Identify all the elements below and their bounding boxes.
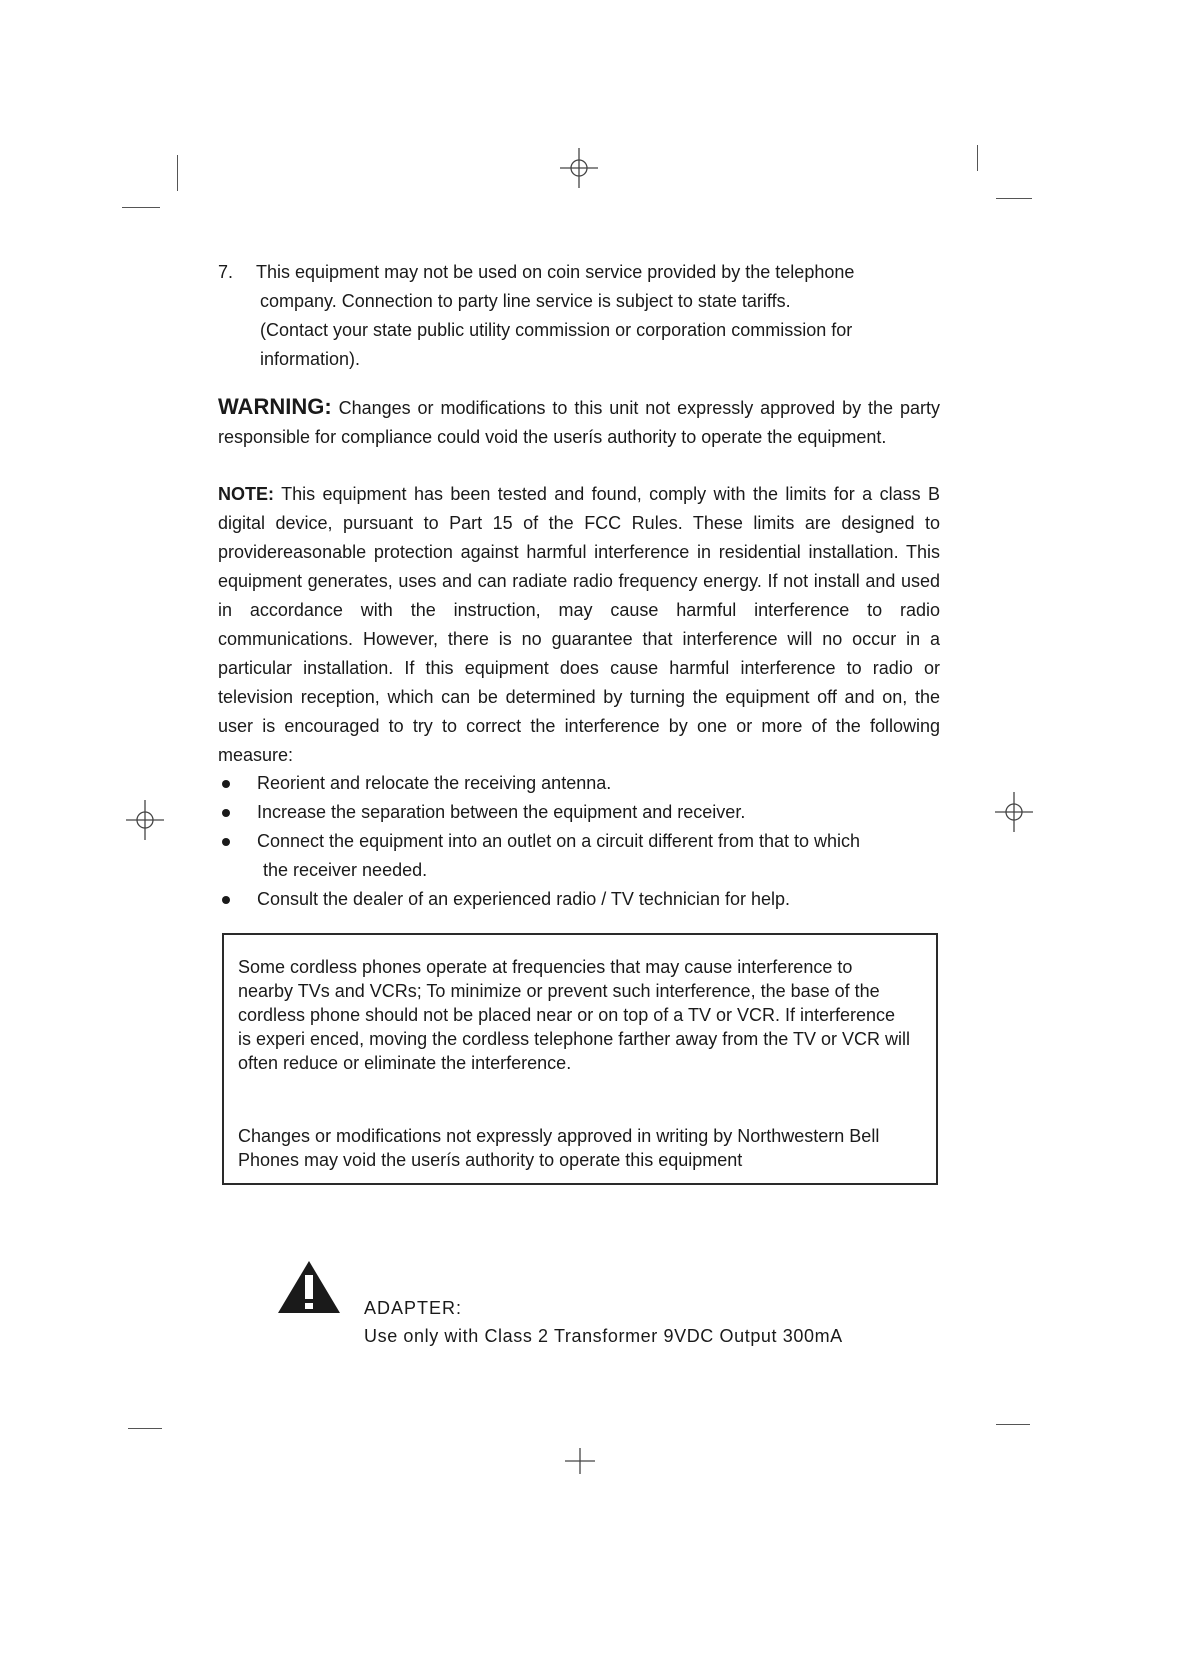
list-item-text: Increase the separation between the equipment and receiver. — [257, 802, 746, 822]
crop-mark-right-vertical — [977, 145, 978, 171]
warning-label: WARNING: — [218, 394, 332, 419]
list-item-text: Reorient and relocate the receiving antenna. — [257, 773, 612, 793]
crop-mark-top-left — [122, 207, 160, 208]
registration-mark-top — [560, 148, 598, 188]
registration-mark-right — [995, 792, 1033, 832]
registration-mark-bottom — [565, 1448, 595, 1474]
adapter-text: Use only with Class 2 Transformer 9VDC Output 300mA — [364, 1326, 843, 1346]
bullet-icon — [222, 838, 230, 846]
list-item — [218, 827, 940, 885]
warning-text: Changes or modifications to this unit not expressly approved by the party responsible for compliance could void the userís authority to operate the equipment. — [218, 398, 940, 447]
crop-mark-bottom-right — [996, 1424, 1030, 1425]
list-item — [218, 885, 940, 914]
item-7-line-3: (Contact your state public utility commission or corporation commission for — [260, 320, 853, 340]
note-label: NOTE: — [218, 484, 274, 504]
list-item — [218, 798, 940, 827]
item-7-number: 7. — [218, 262, 234, 282]
modification-notice-text: Changes or modifications not expressly approved in writing by Northwestern Bell Phones may void the userís authority to operate this equipment — [238, 1126, 880, 1170]
crop-mark-top-right — [996, 198, 1032, 199]
crop-mark-bottom-left — [128, 1428, 162, 1429]
note-paragraph — [218, 480, 940, 770]
bullet-icon — [222, 780, 230, 788]
bullet-icon — [222, 896, 230, 904]
crop-mark-left-vertical — [177, 155, 178, 191]
cordless-interference-notice-box — [222, 933, 938, 1185]
interference-notice-text: Some cordless phones operate at frequencies that may cause interference to nearby TVs and VCRs; To minimize or prevent such interference, the base of the cordless phone should not be placed near or on top of a TV or VCR. If interference is experi enced, moving the cordless telephone farther away from the TV or VCR will often reduce or eliminate the interference. — [238, 957, 910, 1073]
item-7 — [218, 258, 938, 374]
list-item — [218, 769, 940, 798]
item-7-line-1: This equipment may not be used on coin service provided by the telephone — [256, 262, 855, 282]
list-item-text: Connect the equipment into an outlet on a circuit different from that to which — [257, 831, 861, 851]
list-item-text-continued: the receiver needed. — [263, 860, 428, 880]
note-text: This equipment has been tested and found, comply with the limits for a class B digital device, pursuant to Part 15 of the FCC Rules. These limits are designed to providereasonable protection against harmful interference in residential installation. This equipment generates, uses and can radiate radio frequency energy. If not install and used in accordance with the instruction, may cause harmful interference to radio communications. However, there is no guarantee that interference will no occur in a particular installation. If this equipment does cause harmful interference to radio or television reception, which can be determined by turning the equipment off and on, the user is encouraged to try to correct the interference by one or more of the following measure: — [218, 484, 940, 765]
warning-paragraph — [218, 392, 940, 452]
warning-triangle-icon — [276, 1259, 342, 1315]
item-7-line-2: company. Connection to party line service is subject to state tariffs. — [260, 291, 791, 311]
measures-list — [218, 769, 940, 914]
registration-mark-left — [126, 800, 164, 840]
list-item-text: Consult the dealer of an experienced radio / TV technician for help. — [257, 889, 790, 909]
item-7-line-4: information). — [260, 349, 361, 369]
adapter-title: ADAPTER: — [364, 1298, 463, 1318]
bullet-icon — [222, 809, 230, 817]
